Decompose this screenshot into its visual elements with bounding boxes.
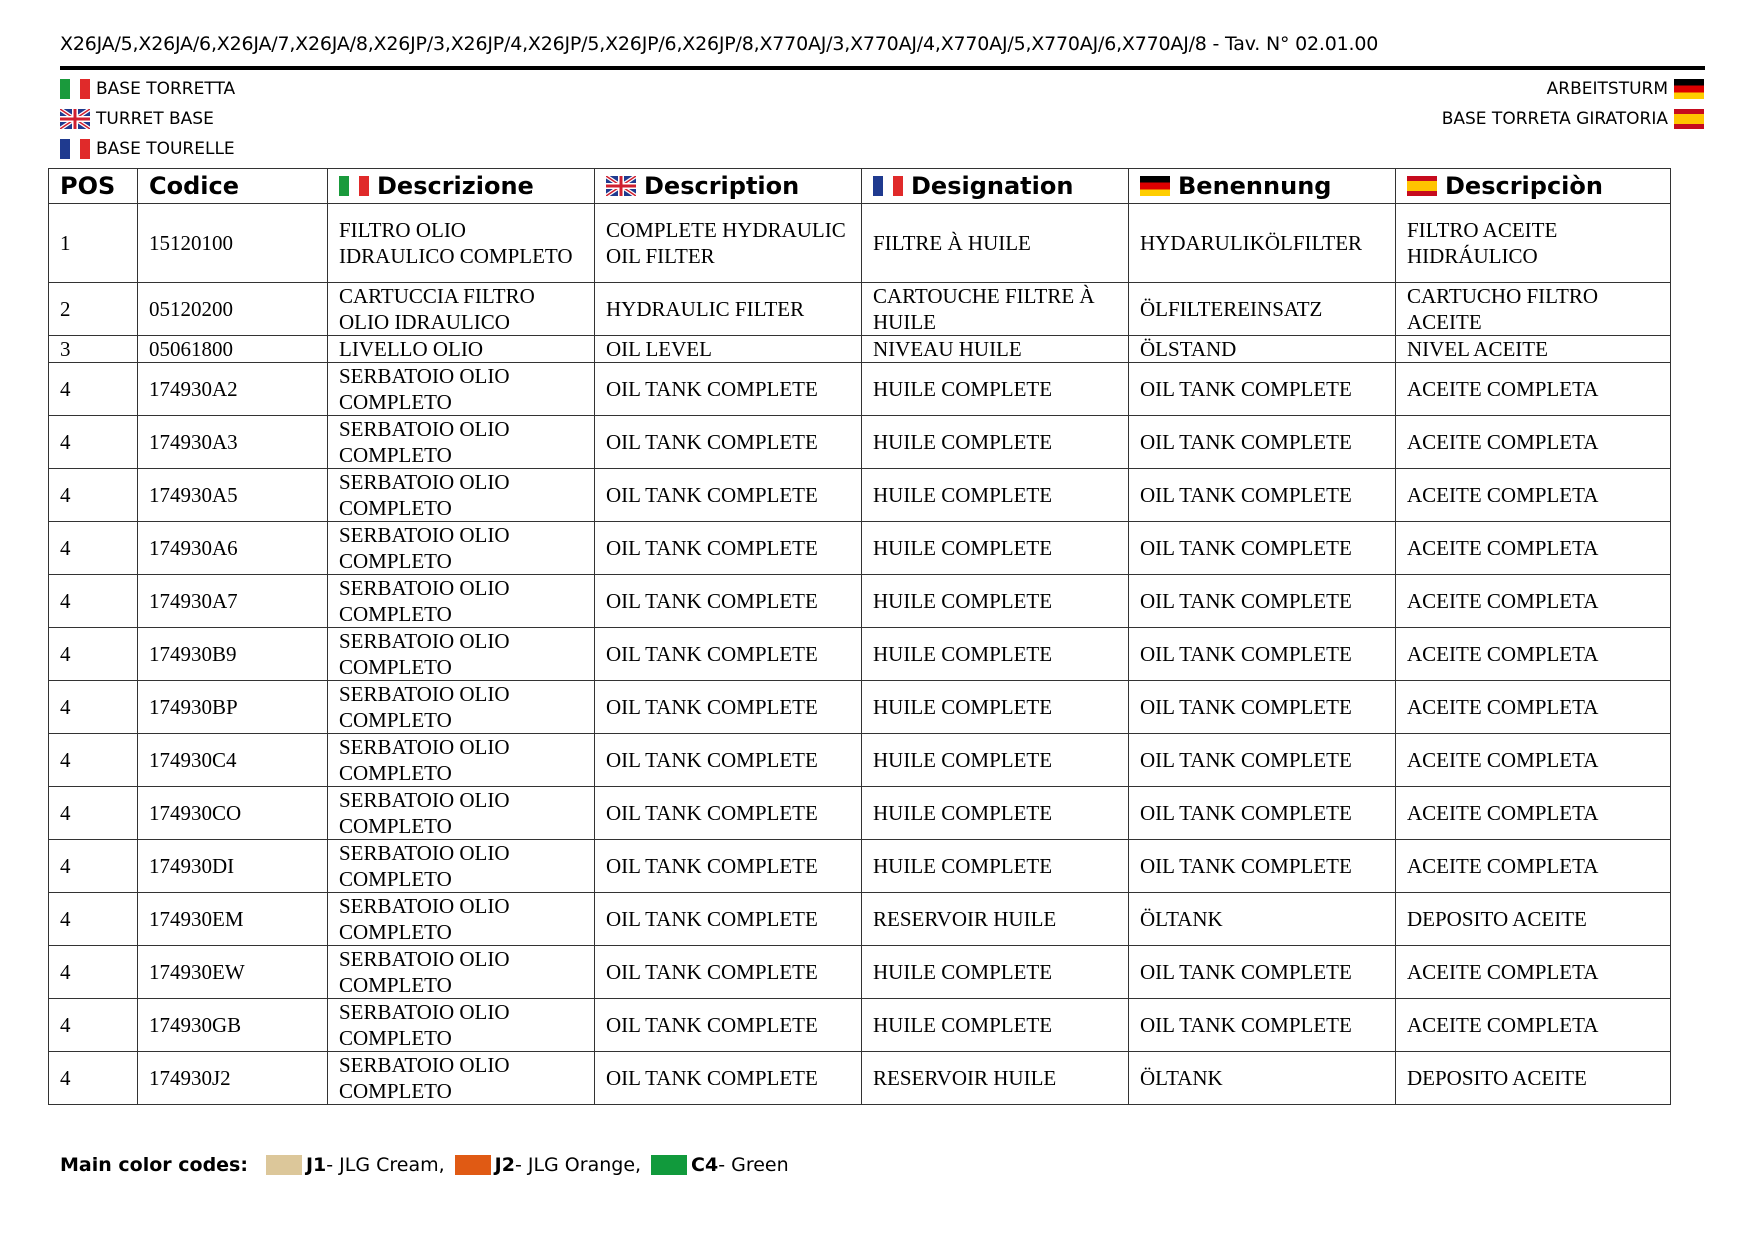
cell-code: 174930CO xyxy=(138,787,328,840)
legend-en-label: TURRET BASE xyxy=(96,109,214,129)
cell-de: ÖLSTAND xyxy=(1129,336,1396,363)
color-code: J1 xyxy=(305,1154,327,1176)
cell-es: ACEITE COMPLETA xyxy=(1396,469,1671,522)
uk-flag-icon xyxy=(60,109,90,129)
document-title: X26JA/5,X26JA/6,X26JA/7,X26JA/8,X26JP/3,X26JP/4,X26JP/5,X26JP/6,X26JP/8,X770AJ/3,X770AJ/4,X770AJ/5,X770AJ/6,X770AJ/8 - Tav. N° 02.01.00 xyxy=(60,33,1379,55)
cell-pos: 4 xyxy=(49,893,138,946)
cell-en: OIL TANK COMPLETE xyxy=(595,575,862,628)
cell-de: OIL TANK COMPLETE xyxy=(1129,469,1396,522)
cell-fr: HUILE COMPLETE xyxy=(862,575,1129,628)
cell-de: OIL TANK COMPLETE xyxy=(1129,416,1396,469)
cell-en: OIL TANK COMPLETE xyxy=(595,840,862,893)
cell-en: OIL TANK COMPLETE xyxy=(595,628,862,681)
legend-left xyxy=(60,74,235,164)
table-row xyxy=(49,734,1671,787)
cell-pos: 3 xyxy=(49,336,138,363)
cell-fr: HUILE COMPLETE xyxy=(862,522,1129,575)
cell-de: OIL TANK COMPLETE xyxy=(1129,946,1396,999)
cell-pos: 4 xyxy=(49,1052,138,1105)
cell-es: ACEITE COMPLETA xyxy=(1396,363,1671,416)
italy-flag-icon xyxy=(60,79,90,99)
cell-it: LIVELLO OLIO xyxy=(328,336,595,363)
cell-de: HYDARULIKÖLFILTER xyxy=(1129,204,1396,283)
cell-it: SERBATOIO OLIO COMPLETO xyxy=(328,363,595,416)
cell-pos: 4 xyxy=(49,787,138,840)
cell-es: CARTUCHO FILTRO ACEITE xyxy=(1396,283,1671,336)
cell-fr: HUILE COMPLETE xyxy=(862,681,1129,734)
cell-fr: HUILE COMPLETE xyxy=(862,469,1129,522)
legend-de-label: ARBEITSTURM xyxy=(1546,79,1668,99)
cell-it: SERBATOIO OLIO COMPLETO xyxy=(328,628,595,681)
parts-table xyxy=(48,168,1671,1105)
table-row xyxy=(49,628,1671,681)
cell-en: OIL TANK COMPLETE xyxy=(595,681,862,734)
cell-es: NIVEL ACEITE xyxy=(1396,336,1671,363)
cell-code: 174930GB xyxy=(138,999,328,1052)
cell-it: CARTUCCIA FILTRO OLIO IDRAULICO xyxy=(328,283,595,336)
cell-it: SERBATOIO OLIO COMPLETO xyxy=(328,999,595,1052)
cell-de: OIL TANK COMPLETE xyxy=(1129,999,1396,1052)
cell-it: SERBATOIO OLIO COMPLETO xyxy=(328,469,595,522)
color-swatch xyxy=(651,1155,687,1175)
cell-fr: HUILE COMPLETE xyxy=(862,946,1129,999)
cell-de: ÖLFILTEREINSATZ xyxy=(1129,283,1396,336)
uk-flag-icon xyxy=(606,176,636,196)
italy-flag-icon xyxy=(339,176,369,196)
color-codes-footer xyxy=(60,1154,799,1176)
cell-pos: 2 xyxy=(49,283,138,336)
legend-es xyxy=(1442,104,1704,134)
col-header-fr xyxy=(862,169,1129,204)
col-header-en-label: Description xyxy=(644,172,800,200)
table-row xyxy=(49,336,1671,363)
table-header-row xyxy=(49,169,1671,204)
cell-code: 174930EW xyxy=(138,946,328,999)
cell-fr: HUILE COMPLETE xyxy=(862,787,1129,840)
cell-en: OIL TANK COMPLETE xyxy=(595,946,862,999)
table-row xyxy=(49,999,1671,1052)
cell-en: OIL TANK COMPLETE xyxy=(595,363,862,416)
cell-pos: 4 xyxy=(49,999,138,1052)
spain-flag-icon xyxy=(1407,176,1437,196)
france-flag-icon xyxy=(873,176,903,196)
table-row xyxy=(49,893,1671,946)
cell-pos: 4 xyxy=(49,575,138,628)
cell-en: OIL TANK COMPLETE xyxy=(595,1052,862,1105)
cell-fr: CARTOUCHE FILTRE À HUILE xyxy=(862,283,1129,336)
color-code-item xyxy=(455,1154,641,1176)
cell-es: ACEITE COMPLETA xyxy=(1396,946,1671,999)
legend-en xyxy=(60,104,235,134)
cell-it: SERBATOIO OLIO COMPLETO xyxy=(328,575,595,628)
col-header-en xyxy=(595,169,862,204)
legend-right xyxy=(1442,74,1704,134)
table-row xyxy=(49,204,1671,283)
cell-fr: HUILE COMPLETE xyxy=(862,734,1129,787)
cell-en: HYDRAULIC FILTER xyxy=(595,283,862,336)
cell-it: SERBATOIO OLIO COMPLETO xyxy=(328,522,595,575)
col-header-it-label: Descrizione xyxy=(377,172,534,200)
col-header-es-label: Descripciòn xyxy=(1445,172,1603,200)
cell-pos: 4 xyxy=(49,416,138,469)
cell-es: ACEITE COMPLETA xyxy=(1396,734,1671,787)
table-row xyxy=(49,575,1671,628)
cell-pos: 4 xyxy=(49,628,138,681)
table-row xyxy=(49,469,1671,522)
cell-code: 174930EM xyxy=(138,893,328,946)
col-header-pos: POS xyxy=(49,169,138,204)
col-header-de-label: Benennung xyxy=(1178,172,1332,200)
cell-de: OIL TANK COMPLETE xyxy=(1129,840,1396,893)
color-codes-label: Main color codes: xyxy=(60,1154,248,1176)
cell-it: FILTRO OLIO IDRAULICO COMPLETO xyxy=(328,204,595,283)
cell-code: 174930J2 xyxy=(138,1052,328,1105)
cell-pos: 4 xyxy=(49,840,138,893)
cell-de: OIL TANK COMPLETE xyxy=(1129,575,1396,628)
legend-fr xyxy=(60,134,235,164)
cell-pos: 4 xyxy=(49,363,138,416)
cell-code: 174930A3 xyxy=(138,416,328,469)
legend-es-label: BASE TORRETA GIRATORIA xyxy=(1441,109,1668,129)
col-header-es xyxy=(1396,169,1671,204)
cell-en: OIL TANK COMPLETE xyxy=(595,893,862,946)
cell-es: DEPOSITO ACEITE xyxy=(1396,893,1671,946)
cell-code: 174930A6 xyxy=(138,522,328,575)
cell-pos: 1 xyxy=(49,204,138,283)
cell-de: OIL TANK COMPLETE xyxy=(1129,628,1396,681)
color-code-item xyxy=(651,1154,789,1176)
cell-pos: 4 xyxy=(49,681,138,734)
cell-es: ACEITE COMPLETA xyxy=(1396,999,1671,1052)
legend-fr-label: BASE TOURELLE xyxy=(96,139,235,159)
cell-it: SERBATOIO OLIO COMPLETO xyxy=(328,416,595,469)
table-row xyxy=(49,522,1671,575)
cell-es: ACEITE COMPLETA xyxy=(1396,416,1671,469)
cell-fr: HUILE COMPLETE xyxy=(862,840,1129,893)
color-swatch xyxy=(266,1155,302,1175)
col-header-it xyxy=(328,169,595,204)
germany-flag-icon xyxy=(1140,176,1170,196)
cell-es: ACEITE COMPLETA xyxy=(1396,681,1671,734)
legend-de xyxy=(1442,74,1704,104)
cell-code: 174930A2 xyxy=(138,363,328,416)
cell-en: OIL TANK COMPLETE xyxy=(595,999,862,1052)
table-row xyxy=(49,840,1671,893)
color-swatch xyxy=(455,1155,491,1175)
color-code-item xyxy=(266,1154,445,1176)
cell-it: SERBATOIO OLIO COMPLETO xyxy=(328,893,595,946)
legend-it xyxy=(60,74,235,104)
cell-es: ACEITE COMPLETA xyxy=(1396,787,1671,840)
color-code: C4 xyxy=(691,1154,719,1176)
cell-es: ACEITE COMPLETA xyxy=(1396,628,1671,681)
cell-code: 174930A5 xyxy=(138,469,328,522)
title-divider xyxy=(60,66,1705,70)
cell-code: 05061800 xyxy=(138,336,328,363)
col-header-fr-label: Designation xyxy=(911,172,1074,200)
cell-code: 174930A7 xyxy=(138,575,328,628)
color-name: - Green xyxy=(718,1154,789,1176)
cell-en: OIL TANK COMPLETE xyxy=(595,522,862,575)
cell-en: OIL TANK COMPLETE xyxy=(595,469,862,522)
cell-fr: NIVEAU HUILE xyxy=(862,336,1129,363)
cell-de: OIL TANK COMPLETE xyxy=(1129,681,1396,734)
col-header-code: Codice xyxy=(138,169,328,204)
cell-en: OIL TANK COMPLETE xyxy=(595,734,862,787)
cell-it: SERBATOIO OLIO COMPLETO xyxy=(328,787,595,840)
table-body xyxy=(49,204,1671,1105)
spain-flag-icon xyxy=(1674,109,1704,129)
cell-fr: RESERVOIR HUILE xyxy=(862,1052,1129,1105)
cell-es: ACEITE COMPLETA xyxy=(1396,575,1671,628)
cell-fr: RESERVOIR HUILE xyxy=(862,893,1129,946)
cell-pos: 4 xyxy=(49,469,138,522)
color-name: - JLG Orange, xyxy=(514,1154,642,1176)
legend-it-label: BASE TORRETTA xyxy=(96,79,236,99)
cell-de: OIL TANK COMPLETE xyxy=(1129,522,1396,575)
cell-code: 05120200 xyxy=(138,283,328,336)
cell-pos: 4 xyxy=(49,734,138,787)
table-row xyxy=(49,787,1671,840)
table-row xyxy=(49,416,1671,469)
cell-de: OIL TANK COMPLETE xyxy=(1129,734,1396,787)
color-code: J2 xyxy=(494,1154,515,1176)
cell-fr: HUILE COMPLETE xyxy=(862,363,1129,416)
france-flag-icon xyxy=(60,139,90,159)
germany-flag-icon xyxy=(1674,79,1704,99)
cell-de: OIL TANK COMPLETE xyxy=(1129,787,1396,840)
cell-pos: 4 xyxy=(49,522,138,575)
cell-de: ÖLTANK xyxy=(1129,1052,1396,1105)
table-row xyxy=(49,1052,1671,1105)
cell-fr: HUILE COMPLETE xyxy=(862,999,1129,1052)
cell-it: SERBATOIO OLIO COMPLETO xyxy=(328,1052,595,1105)
cell-fr: HUILE COMPLETE xyxy=(862,416,1129,469)
table-row xyxy=(49,946,1671,999)
cell-it: SERBATOIO OLIO COMPLETO xyxy=(328,840,595,893)
cell-it: SERBATOIO OLIO COMPLETO xyxy=(328,946,595,999)
cell-it: SERBATOIO OLIO COMPLETO xyxy=(328,681,595,734)
color-name: - JLG Cream, xyxy=(326,1154,445,1176)
cell-de: ÖLTANK xyxy=(1129,893,1396,946)
cell-es: DEPOSITO ACEITE xyxy=(1396,1052,1671,1105)
cell-code: 174930C4 xyxy=(138,734,328,787)
table-row xyxy=(49,363,1671,416)
cell-pos: 4 xyxy=(49,946,138,999)
cell-code: 174930DI xyxy=(138,840,328,893)
cell-fr: FILTRE À HUILE xyxy=(862,204,1129,283)
cell-es: ACEITE COMPLETA xyxy=(1396,840,1671,893)
cell-es: FILTRO ACEITE HIDRÁULICO xyxy=(1396,204,1671,283)
table-row xyxy=(49,681,1671,734)
cell-es: ACEITE COMPLETA xyxy=(1396,522,1671,575)
cell-en: OIL TANK COMPLETE xyxy=(595,416,862,469)
cell-code: 174930BP xyxy=(138,681,328,734)
cell-de: OIL TANK COMPLETE xyxy=(1129,363,1396,416)
cell-fr: HUILE COMPLETE xyxy=(862,628,1129,681)
cell-it: SERBATOIO OLIO COMPLETO xyxy=(328,734,595,787)
table-row xyxy=(49,283,1671,336)
cell-en: OIL LEVEL xyxy=(595,336,862,363)
cell-en: COMPLETE HYDRAULIC OIL FILTER xyxy=(595,204,862,283)
cell-en: OIL TANK COMPLETE xyxy=(595,787,862,840)
cell-code: 15120100 xyxy=(138,204,328,283)
cell-code: 174930B9 xyxy=(138,628,328,681)
col-header-de xyxy=(1129,169,1396,204)
